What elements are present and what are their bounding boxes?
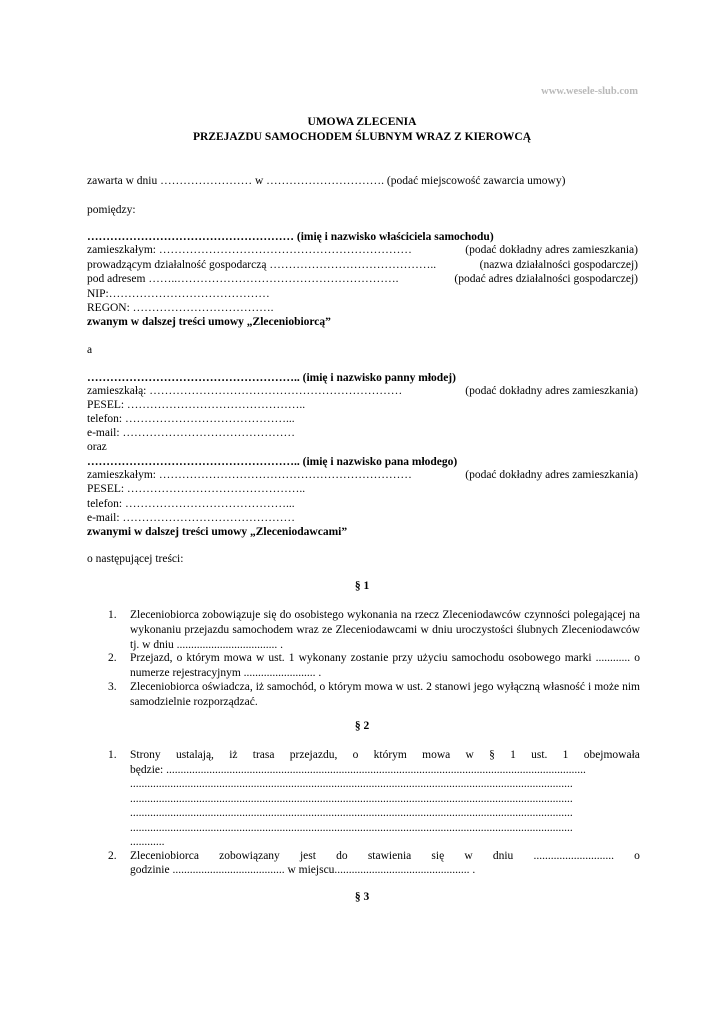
bride-address-right: (podać dokładny adres zamieszkania) — [465, 385, 638, 397]
owner-business-right: (nazwa działalności gospodarczej) — [479, 259, 638, 271]
word: o — [634, 850, 640, 862]
word: obejmowała — [583, 749, 640, 761]
groom-called: zwanymi w dalszej treści umowy „Zleceniodawcami” — [87, 526, 348, 538]
word: dniu — [492, 850, 514, 862]
word: ustalają, — [175, 749, 214, 761]
groom-address-right: (podać dokładny adres zamieszkania) — [465, 469, 638, 481]
and-line: a — [87, 344, 93, 356]
s2-item2-second-line: godzinie ....................................... w miejscu............................................... . — [130, 864, 476, 876]
word: w — [465, 749, 474, 761]
owner-nip: NIP:…………………………………… — [87, 288, 270, 300]
owner-address-right: (podać dokładny adres zamieszkania) — [465, 244, 638, 256]
word: się — [431, 850, 445, 862]
word: § — [489, 749, 495, 761]
word: o — [352, 749, 359, 761]
s2-item2-first-line — [130, 849, 640, 864]
word: do — [336, 850, 348, 862]
watermark: www.wesele-slub.com — [541, 86, 638, 97]
route-dots-line: .......................................................................................................................................................... — [130, 778, 573, 790]
word: mowa — [422, 749, 451, 761]
s2-item1-second-line: będzie: .................................................................................................................................................. — [130, 764, 586, 776]
section-2-heading: § 2 — [354, 720, 370, 732]
s1-item-text: Zleceniobiorca zobowiązuje się do osobistego wykonania na rzecz Zleceniodawców czynności polegającej na wykonaniu przejazdu samochodem wraz ze Zleceniodawcami w dniu uroczystości ślubnych Zleceniodawców tj. w dniu ................................... . — [130, 609, 640, 651]
bride-phone: telefon: ……………………………………... — [87, 413, 295, 425]
word: Zleceniobiorca — [130, 850, 199, 862]
s1-item-number: 3. — [108, 681, 117, 693]
owner-regon: REGON: ………………………………. — [87, 302, 274, 314]
groom-phone: telefon: ……………………………………... — [87, 498, 295, 510]
owner-address-left: zamieszkałym: ………………………………………………………… — [87, 244, 412, 256]
owner-called: zwanym w dalszej treści umowy „Zleceniobiorcą” — [87, 316, 331, 328]
document-subtitle: PRZEJAZDU SAMOCHODEM ŚLUBNYM WRAZ Z KIEROWCĄ — [192, 131, 532, 143]
owner-biz-address-right: (podać adres działalności gospodarczej) — [454, 273, 638, 285]
following-line: o następującej treści: — [87, 553, 184, 565]
word: jest — [299, 850, 316, 862]
oraz-line: oraz — [87, 441, 107, 453]
word: zobowiązany — [219, 850, 280, 862]
section-3-heading: § 3 — [354, 891, 370, 903]
groom-address-left: zamieszkałym: ………………………………………………………… — [87, 469, 412, 481]
between-line: pomiędzy: — [87, 204, 136, 216]
owner-biz-address-left: pod adresem ……..…………………………………………………. — [87, 273, 399, 285]
word: trasa — [252, 749, 275, 761]
s1-item-number: 2. — [108, 652, 117, 664]
intro-line: zawarta w dniu …………………… w …………………………. (podać miejscowość zawarcia umowy) — [87, 175, 566, 187]
s2-item-number: 2. — [108, 850, 117, 862]
word: stawienia — [367, 850, 412, 862]
s1-item-text: Zleceniobiorca oświadcza, iż samochód, o którym mowa w ust. 2 stanowi jego wyłączną własność i może nim samodzielnie rozporządzać. — [130, 681, 640, 708]
s2-item-number: 1. — [108, 749, 117, 761]
s1-item-text: Przejazd, o którym mowa w ust. 1 wykonany zostanie przy użyciu samochodu osobowego marki ............ o numerze rejestracyjnym ......................... . — [130, 652, 640, 679]
word: 1 — [562, 749, 569, 761]
word: ............................ — [533, 850, 614, 862]
bride-pesel: PESEL: ……………………………………….. — [87, 399, 306, 411]
word: przejazdu, — [289, 749, 338, 761]
word: ust. — [531, 749, 548, 761]
groom-pesel: PESEL: ……………………………………….. — [87, 483, 306, 495]
route-dots-line: .......................................................................................................................................................... — [130, 822, 573, 834]
route-dots-line: .......................................................................................................................................................... — [130, 793, 573, 805]
bride-name-line: ……………………………………………….. (imię i nazwisko panny młodej) — [87, 372, 456, 384]
s2-item1-first-line — [130, 748, 640, 763]
bride-email: e-mail: ……………………………………… — [87, 427, 295, 439]
word: 1 — [510, 749, 516, 761]
owner-name-line: ……………………………………………… (imię i nazwisko właściciela samochodu) — [87, 231, 494, 243]
owner-business-left: prowadzącym działalność gospodarczą …………………………………….. — [87, 259, 437, 271]
s1-item-number: 1. — [108, 609, 117, 621]
bride-address-left: zamieszkałą: ………………………………………………………… — [87, 385, 403, 397]
groom-email: e-mail: ……………………………………… — [87, 512, 295, 524]
route-dots-end: ............ — [130, 836, 165, 848]
document-title: UMOWA ZLECENIA — [307, 116, 417, 128]
word: Strony — [130, 749, 161, 761]
section-1-heading: § 1 — [354, 580, 370, 592]
word: którym — [373, 749, 407, 761]
word: w — [464, 850, 473, 862]
groom-name-line: ……………………………………………….. (imię i nazwisko pana młodego) — [87, 456, 458, 468]
route-dots-line: .......................................................................................................................................................... — [130, 807, 573, 819]
word: iż — [229, 749, 238, 761]
